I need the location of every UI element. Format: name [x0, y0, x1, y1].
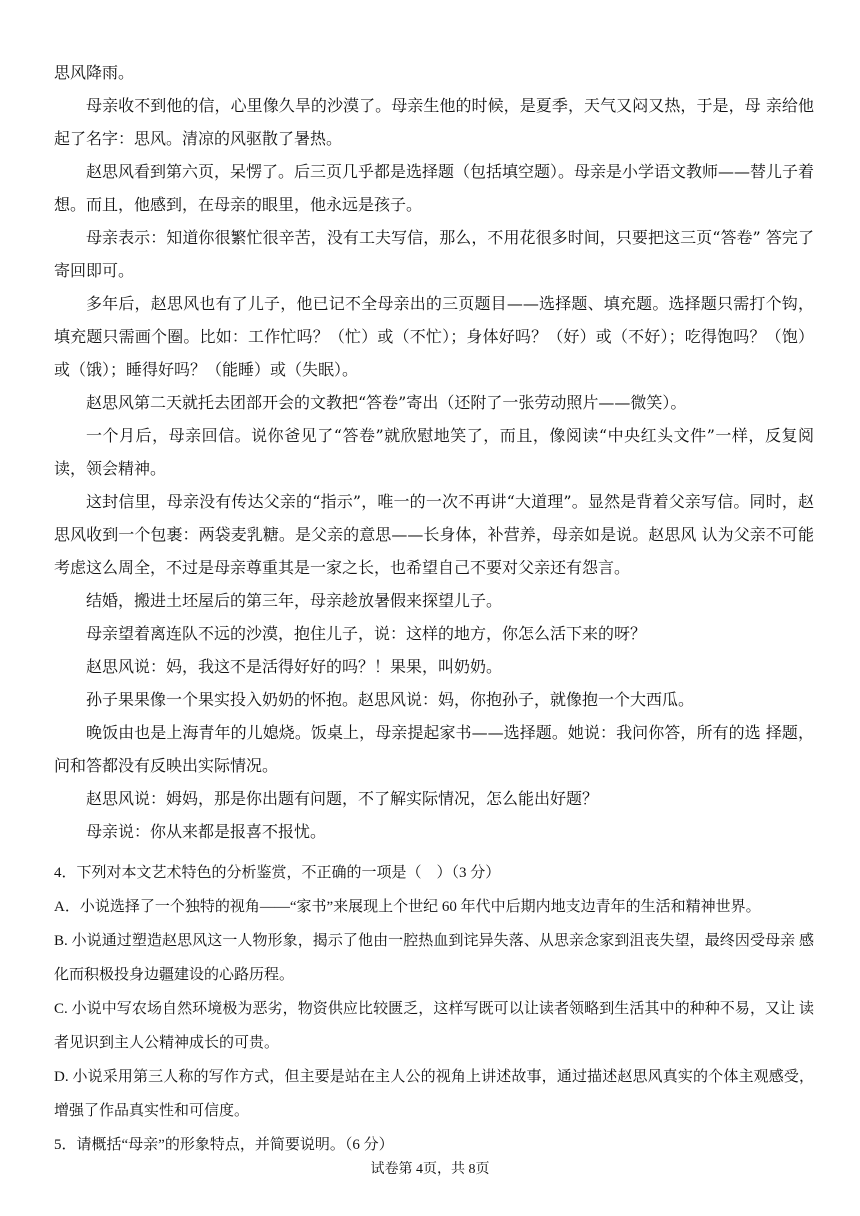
page-number-label: 试卷第 4页，共 8页 — [370, 1162, 490, 1177]
question-4-option-c: C. 小说中写农场自然环境极为恶劣，物资供应比较匮乏，这样写既可以让读者领略到生活其中的种种不易，又让 读者见识到主人公精神成长的可贵。 — [54, 1001, 814, 1051]
passage-paragraph: 母亲说：你从来都是报喜不报忧。 — [86, 822, 327, 841]
passage-paragraph: 赵思风说：妈，我这不是活得好好的吗？！果果，叫奶奶。 — [86, 657, 503, 676]
passage-paragraph: 赵思风第二天就托去团部开会的文教把“答卷”寄出（还附了一张劳动照片——微笑）。 — [86, 393, 687, 412]
passage-paragraph: 母亲表示：知道你很繁忙很辛苦，没有工夫写信，那么，不用花很多时间，只要把这三页“答卷” 答完了寄回即可。 — [54, 228, 814, 280]
passage-paragraph: 母亲收不到他的信，心里像久旱的沙漠了。母亲生他的时候，是夏季，天气又闷又热，于是，母 亲给他起了名字：思风。清凉的风驱散了暑热。 — [54, 96, 814, 148]
passage-paragraph: 母亲望着离连队不远的沙漠，抱住儿子，说：这样的地方，你怎么活下来的呀？ — [86, 624, 647, 643]
question-section — [54, 856, 814, 1162]
passage-paragraph: 晚饭由也是上海青年的儿媳烧。饭桌上，母亲提起家书——选择题。她说：我问你答，所有的选 择题，问和答都没有反映出实际情况。 — [54, 723, 814, 775]
passage-paragraph: 思风降雨。 — [54, 63, 135, 82]
question-4-option-a: A．小说选择了一个独特的视角——“家书”来展现上个世纪 60 年代中后期内地支边青年的生活和精神世界。 — [54, 899, 761, 915]
passage-paragraph: 赵思风说：姆妈，那是你出题有问题，不了解实际情况，怎么能出好题？ — [86, 789, 599, 808]
passage-paragraph: 这封信里，母亲没有传达父亲的“指示”，唯一的一次不再讲“大道理”。显然是背着父亲写信。同时，赵思风收到一个包裹：两袋麦乳糖。是父亲的意思——长身体，补营养，母亲如是说。赵思风 认为父亲不可能考虑这么周全，不过是母亲尊重其是一家之长，也希望自己不要对父亲还有怨言。 — [54, 492, 814, 577]
question-4-option-d: D. 小说采用第三人称的写作方式，但主要是站在主人公的视角上讲述故事，通过描述赵思风真实的个体主观感受， 增强了作品真实性和可信度。 — [54, 1069, 814, 1119]
passage-paragraph: 赵思风看到第六页，呆愣了。后三页几乎都是选择题（包括填空题）。母亲是小学语文教师——替儿子着想。而且，他感到，在母亲的眼里，他永远是孩子。 — [54, 162, 815, 214]
question-5-stem: 5．请概括“母亲”的形象特点，并简要说明。（6 分） — [54, 1137, 394, 1153]
passage-paragraph: 一个月后，母亲回信。说你爸见了“答卷”就欣慰地笑了，而且，像阅读“中央红头文件”一样，反复阅读，领会精神。 — [54, 426, 814, 478]
passage-paragraph: 孙子果果像一个果实投入奶奶的怀抱。赵思风说：妈，你抱孙子，就像抱一个大西瓜。 — [86, 690, 695, 709]
story-passage — [54, 56, 814, 848]
passage-paragraph: 多年后，赵思风也有了儿子，他已记不全母亲出的三页题目——选择题、填充题。选择题只需打个钩，填充题只需画个圈。比如：工作忙吗？（忙）或（不忙）；身体好吗？（好）或（不好）；吃得饱吗？（饱）或（饿）；睡得好吗？（能睡）或（失眠）。 — [54, 294, 814, 379]
question-4-option-b: B. 小说通过塑造赵思风这一人物形象，揭示了他由一腔热血到诧异失落、从思亲念家到沮丧失望，最终因受母亲 感化而积极投身边疆建设的心路历程。 — [54, 933, 814, 983]
passage-paragraph: 结婚，搬进土坯屋后的第三年，母亲趁放暑假来探望儿子。 — [86, 591, 503, 610]
question-4-stem: 4．下列对本文艺术特色的分析鉴赏，不正确的一项是（ ）（3 分） — [54, 865, 501, 881]
page-footer — [0, 1160, 860, 1180]
